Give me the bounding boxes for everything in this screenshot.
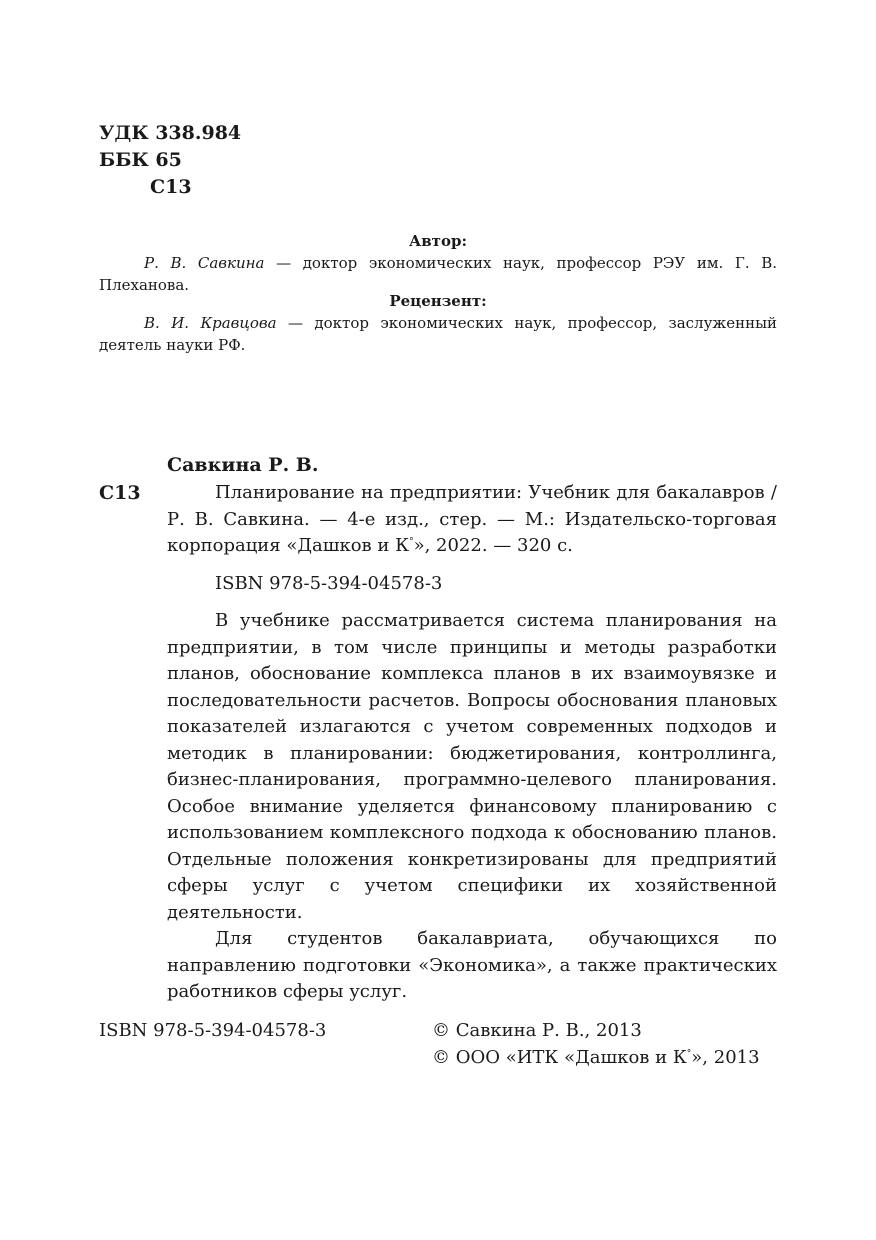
author-block [99,230,777,296]
reviewer-text: — доктор экономических наук, профессор, заслуженный деятель науки РФ. [99,314,778,354]
audience-paragraph: Для студентов бакалавриата, обучающихся по направлению подготовки «Экономика», а также практических работников сферы услуг. [167,928,777,1002]
reviewer-name: В. И. Кравцова [144,314,277,332]
record-body [167,480,777,1006]
udk-code: УДК 338.984 [99,122,242,144]
author-name: Р. В. Савкина [144,254,265,272]
record-description: Планирование на предприятии: Учебник для бакалавров / Р. В. Савкина. — 4-е изд., стер. — М.: Издательско-торговая корпорация «Дашков и К°», 2022. — 320 с. [167,482,777,556]
reviewer-description [99,312,777,356]
author-label: Автор: [409,232,467,250]
reviewer-block [99,290,777,356]
record-isbn: ISBN 978-5-394-04578-3 [215,572,443,594]
record-heading: Савкина Р. В. [167,454,319,476]
footer-copyrights [432,1018,760,1071]
annotation-paragraph: В учебнике рассматривается система планирования на предприятии, в том числе принципы и методы разработки планов, обоснование комплекса планов в их взаимоувязке и последовательности расчетов. Вопросы обоснования плановых показателей излагаются с учетом современных подходов и методик в планировании: бюджетирования, контроллинга, бизнес-планирования, программно-целевого планирования. Особое внимание уделяется финансовому планированию с использованием комплексного подхода к обоснованию планов. Отдельные положения конкретизированы для предприятий сферы услуг с учетом специфики их хозяйственной деятельности. [167,610,777,923]
copyright-author: © Савкина Р. В., 2013 [432,1020,642,1041]
reviewer-label: Рецензент: [389,292,487,310]
author-sign: С13 [150,176,192,198]
record-author-sign: С13 [99,482,141,504]
author-text: — доктор экономических наук, профессор РЭУ им. Г. В. Плеханова. [99,254,777,294]
bbk-code: ББК 65 [99,149,182,171]
classification-codes [99,120,241,201]
footer-isbn: ISBN 978-5-394-04578-3 [99,1020,327,1041]
copyright-publisher: © ООО «ИТК «Дашков и К°», 2013 [432,1046,760,1068]
